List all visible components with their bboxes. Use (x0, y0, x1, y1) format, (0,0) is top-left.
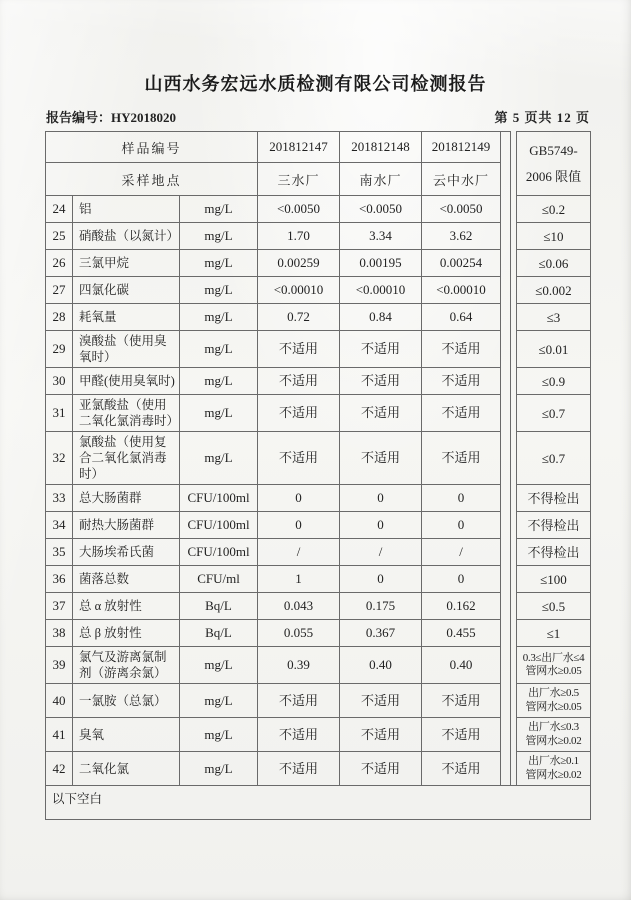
limit-line: ≤0.7 (541, 450, 566, 466)
parameter-name: 二氧化氯 (73, 752, 180, 785)
unit-cell: mg/L (180, 368, 258, 395)
limit-value (516, 539, 591, 566)
row-number: 28 (45, 304, 73, 331)
sample-1-value: <0.00010 (258, 277, 340, 304)
limit-value (516, 250, 591, 277)
limit-column-header (516, 131, 591, 196)
limit-value (516, 277, 591, 304)
sample-2-value: 0 (340, 566, 422, 593)
limit-header-line1: GB5749- (529, 143, 578, 159)
row-number: 25 (45, 223, 73, 250)
limit-value (516, 566, 591, 593)
report-number: 报告编号：HY2018020 (46, 110, 177, 125)
limit-value (516, 752, 591, 785)
spacer-column (501, 620, 511, 647)
limit-line: 不得检出 (527, 490, 580, 506)
sample-1-value: 不适用 (258, 368, 340, 395)
sample-1-value: 0.39 (258, 647, 340, 684)
spacer-column (501, 304, 511, 331)
unit-cell: Bq/L (180, 593, 258, 620)
limit-value (516, 331, 591, 368)
sample-id-label: 样品编号 (46, 132, 257, 163)
unit-cell: mg/L (180, 752, 258, 785)
table-row (45, 395, 591, 432)
sample-column-3-header (422, 131, 501, 196)
sample-3-value: 不适用 (422, 368, 501, 395)
sample-1-value: 不适用 (258, 395, 340, 432)
parameter-name: 总 α 放射性 (73, 593, 180, 620)
spacer-column (501, 223, 511, 250)
limit-line: 不得检出 (527, 517, 580, 533)
table-body (45, 196, 591, 785)
unit-cell: mg/L (180, 331, 258, 368)
limit-line: ≤100 (540, 571, 567, 587)
limit-value (516, 512, 591, 539)
unit-cell: mg/L (180, 395, 258, 432)
sample-1-value: 0.043 (258, 593, 340, 620)
sample-3-value: 0.162 (422, 593, 501, 620)
spacer-column (501, 432, 511, 485)
sample-location-2: 南水厂 (359, 172, 402, 188)
sample-location-1: 三水厂 (277, 172, 320, 188)
table-header (45, 131, 591, 196)
sample-2-value: 0.00195 (340, 250, 422, 277)
unit-cell: CFU/ml (180, 566, 258, 593)
table-row (45, 620, 591, 647)
sample-2-value: 不适用 (340, 395, 422, 432)
sample-1-value: 1 (258, 566, 340, 593)
unit-cell: mg/L (180, 223, 258, 250)
limit-line: 0.3≤出厂水≤4 (522, 651, 585, 664)
limit-line: 管网水≥0.05 (525, 665, 582, 677)
parameter-name: 菌落总数 (73, 566, 180, 593)
row-number: 30 (45, 368, 73, 395)
table-row (45, 539, 591, 566)
sample-2-value: 0 (340, 485, 422, 512)
limit-value (516, 304, 591, 331)
sample-3-value: 不适用 (422, 684, 501, 718)
limit-value (516, 368, 591, 395)
table-row (45, 752, 591, 785)
sample-2-value: <0.00010 (340, 277, 422, 304)
table-row (45, 196, 591, 223)
spacer-column (501, 718, 511, 752)
sample-location-3: 云中水厂 (432, 172, 489, 188)
sample-2-value: 0.175 (340, 593, 422, 620)
table-row (45, 368, 591, 395)
meta-row (46, 107, 590, 126)
parameter-name: 氯气及游离氯制剂（游离余氯） (73, 647, 180, 684)
limit-value (516, 432, 591, 485)
sample-1-value: 不适用 (258, 684, 340, 718)
parameter-name: 总大肠菌群 (73, 485, 180, 512)
unit-cell: mg/L (180, 250, 258, 277)
sample-1-value: 不适用 (258, 718, 340, 752)
row-number: 36 (45, 566, 73, 593)
sample-location-label: 采样地点 (121, 172, 182, 188)
table-row (45, 647, 591, 684)
table-row (45, 718, 591, 752)
spacer-column (501, 752, 511, 785)
table-row (45, 593, 591, 620)
limit-line: 不得检出 (527, 544, 580, 560)
limit-line: 管网水≥0.02 (525, 768, 582, 781)
sample-1-value: 0 (258, 485, 340, 512)
sample-1-value: 1.70 (258, 223, 340, 250)
row-number: 32 (45, 432, 73, 485)
sample-3-value: 不适用 (422, 718, 501, 752)
spacer-column (501, 539, 511, 566)
unit-cell: mg/L (180, 718, 258, 752)
row-number: 38 (45, 620, 73, 647)
table-row (45, 223, 591, 250)
limit-value (516, 647, 591, 684)
unit-cell: CFU/100ml (180, 512, 258, 539)
sample-3-value: <0.00010 (422, 277, 501, 304)
limit-value (516, 395, 591, 432)
sample-2-value: 0.367 (340, 620, 422, 647)
parameter-name: 溴酸盐（使用臭氧时） (73, 331, 180, 368)
limit-line: 管网水≥0.02 (525, 734, 582, 747)
table-row (45, 250, 591, 277)
limit-value (516, 620, 591, 647)
sample-3-value: <0.0050 (422, 196, 501, 223)
parameter-name: 亚氯酸盐（使用二氧化氯消毒时） (73, 395, 180, 432)
sample-1-value: 不适用 (258, 331, 340, 368)
sample-3-value: 不适用 (422, 432, 501, 485)
sample-3-value: 0.455 (422, 620, 501, 647)
header-label-column (45, 131, 258, 196)
row-number: 39 (45, 647, 73, 684)
table-row (45, 512, 591, 539)
unit-cell: mg/L (180, 196, 258, 223)
sample-3-value: 0.64 (422, 304, 501, 331)
spacer-column (501, 684, 511, 718)
limit-line: ≤1 (546, 625, 561, 641)
spacer-column (501, 196, 511, 223)
sample-3-value: 0.00254 (422, 250, 501, 277)
sample-3-value: 不适用 (422, 331, 501, 368)
spacer-column (501, 647, 511, 684)
spacer-column (501, 331, 511, 368)
sample-column-1-header (258, 131, 340, 196)
limit-header-line2: 2006 限值 (525, 168, 582, 184)
parameter-name: 三氯甲烷 (73, 250, 180, 277)
row-number: 35 (45, 539, 73, 566)
limit-line: ≤0.002 (535, 282, 572, 298)
sample-1-value: 0.00259 (258, 250, 340, 277)
sample-2-value: / (340, 539, 422, 566)
limit-value (516, 593, 591, 620)
sample-3-value: 3.62 (422, 223, 501, 250)
spacer-column (501, 250, 511, 277)
sample-id-2: 201812148 (340, 132, 421, 163)
limit-value (516, 223, 591, 250)
limit-line: ≤3 (546, 309, 561, 325)
sample-3-value: 不适用 (422, 752, 501, 785)
unit-cell: mg/L (180, 432, 258, 485)
sample-2-value: 不适用 (340, 331, 422, 368)
limit-line: 出厂水≤0.3 (528, 721, 579, 733)
spacer-column (501, 512, 511, 539)
limit-value (516, 196, 591, 223)
row-number: 42 (45, 752, 73, 785)
parameter-name: 硝酸盐（以氮计） (73, 223, 180, 250)
unit-cell: mg/L (180, 277, 258, 304)
sample-1-value: <0.0050 (258, 196, 340, 223)
sample-1-value: 0 (258, 512, 340, 539)
limit-line: ≤0.01 (538, 341, 569, 357)
table-row (45, 566, 591, 593)
results-table (45, 131, 591, 820)
spacer-column (501, 485, 511, 512)
sample-3-value: 0 (422, 485, 501, 512)
table-row (45, 432, 591, 485)
sample-1-value: / (258, 539, 340, 566)
parameter-name: 臭氧 (73, 718, 180, 752)
limit-value (516, 684, 591, 718)
table-row (45, 277, 591, 304)
unit-cell: mg/L (180, 684, 258, 718)
sample-id-1: 201812147 (258, 132, 339, 163)
sample-column-2-header (340, 131, 422, 196)
sample-1-value: 不适用 (258, 752, 340, 785)
spacer-column (501, 131, 511, 196)
parameter-name: 四氯化碳 (73, 277, 180, 304)
parameter-name: 耗氧量 (73, 304, 180, 331)
limit-value (516, 718, 591, 752)
row-number: 33 (45, 485, 73, 512)
sample-2-value: 0 (340, 512, 422, 539)
unit-cell: mg/L (180, 647, 258, 684)
sample-3-value: 0 (422, 566, 501, 593)
sample-3-value: 不适用 (422, 395, 501, 432)
limit-line: ≤0.5 (541, 598, 566, 614)
sample-1-value: 不适用 (258, 432, 340, 485)
row-number: 29 (45, 331, 73, 368)
footer-note: 以下空白 (52, 792, 103, 806)
sample-3-value: 0 (422, 512, 501, 539)
unit-cell: CFU/100ml (180, 485, 258, 512)
limit-line: ≤0.9 (541, 373, 566, 389)
unit-cell: CFU/100ml (180, 539, 258, 566)
limit-line: ≤0.2 (541, 201, 566, 217)
row-number: 26 (45, 250, 73, 277)
row-number: 27 (45, 277, 73, 304)
spacer-column (501, 566, 511, 593)
sample-2-value: 不适用 (340, 432, 422, 485)
sample-2-value: 3.34 (340, 223, 422, 250)
row-number: 34 (45, 512, 73, 539)
row-number: 24 (45, 196, 73, 223)
parameter-name: 甲醛(使用臭氧时) (73, 368, 180, 395)
row-number: 40 (45, 684, 73, 718)
row-number: 31 (45, 395, 73, 432)
table-row (45, 331, 591, 368)
table-row (45, 304, 591, 331)
row-number: 37 (45, 593, 73, 620)
footer-row (45, 785, 591, 820)
sample-2-value: 不适用 (340, 684, 422, 718)
limit-line: 出厂水≥0.5 (528, 687, 579, 699)
page-title: 山西水务宏远水质检测有限公司检测报告 (144, 74, 487, 94)
limit-line: 管网水≥0.05 (525, 700, 582, 713)
sample-3-value: / (422, 539, 501, 566)
limit-line: ≤10 (543, 228, 564, 244)
sample-2-value: 不适用 (340, 718, 422, 752)
spacer-column (501, 593, 511, 620)
limit-line: ≤0.7 (541, 405, 566, 421)
table-row (45, 485, 591, 512)
table-row (45, 684, 591, 718)
sample-3-value: 0.40 (422, 647, 501, 684)
sample-id-3: 201812149 (422, 132, 500, 163)
page-indicator: 第 5 页共 12 页 (494, 110, 590, 125)
sample-1-value: 0.055 (258, 620, 340, 647)
spacer-column (501, 277, 511, 304)
sample-2-value: 0.40 (340, 647, 422, 684)
limit-line: ≤0.06 (538, 255, 569, 271)
parameter-name: 总 β 放射性 (73, 620, 180, 647)
spacer-column (501, 395, 511, 432)
sample-2-value: <0.0050 (340, 196, 422, 223)
limit-line: 出厂水≥0.1 (528, 755, 579, 767)
sample-1-value: 0.72 (258, 304, 340, 331)
parameter-name: 耐热大肠菌群 (73, 512, 180, 539)
sample-2-value: 不适用 (340, 752, 422, 785)
sample-2-value: 0.84 (340, 304, 422, 331)
unit-cell: mg/L (180, 304, 258, 331)
parameter-name: 氯酸盐（使用复合二氧化氯消毒时） (73, 432, 180, 485)
parameter-name: 一氯胺（总氯） (73, 684, 180, 718)
parameter-name: 铝 (73, 196, 180, 223)
spacer-column (501, 368, 511, 395)
sample-2-value: 不适用 (340, 368, 422, 395)
unit-cell: Bq/L (180, 620, 258, 647)
limit-value (516, 485, 591, 512)
parameter-name: 大肠埃希氏菌 (73, 539, 180, 566)
row-number: 41 (45, 718, 73, 752)
